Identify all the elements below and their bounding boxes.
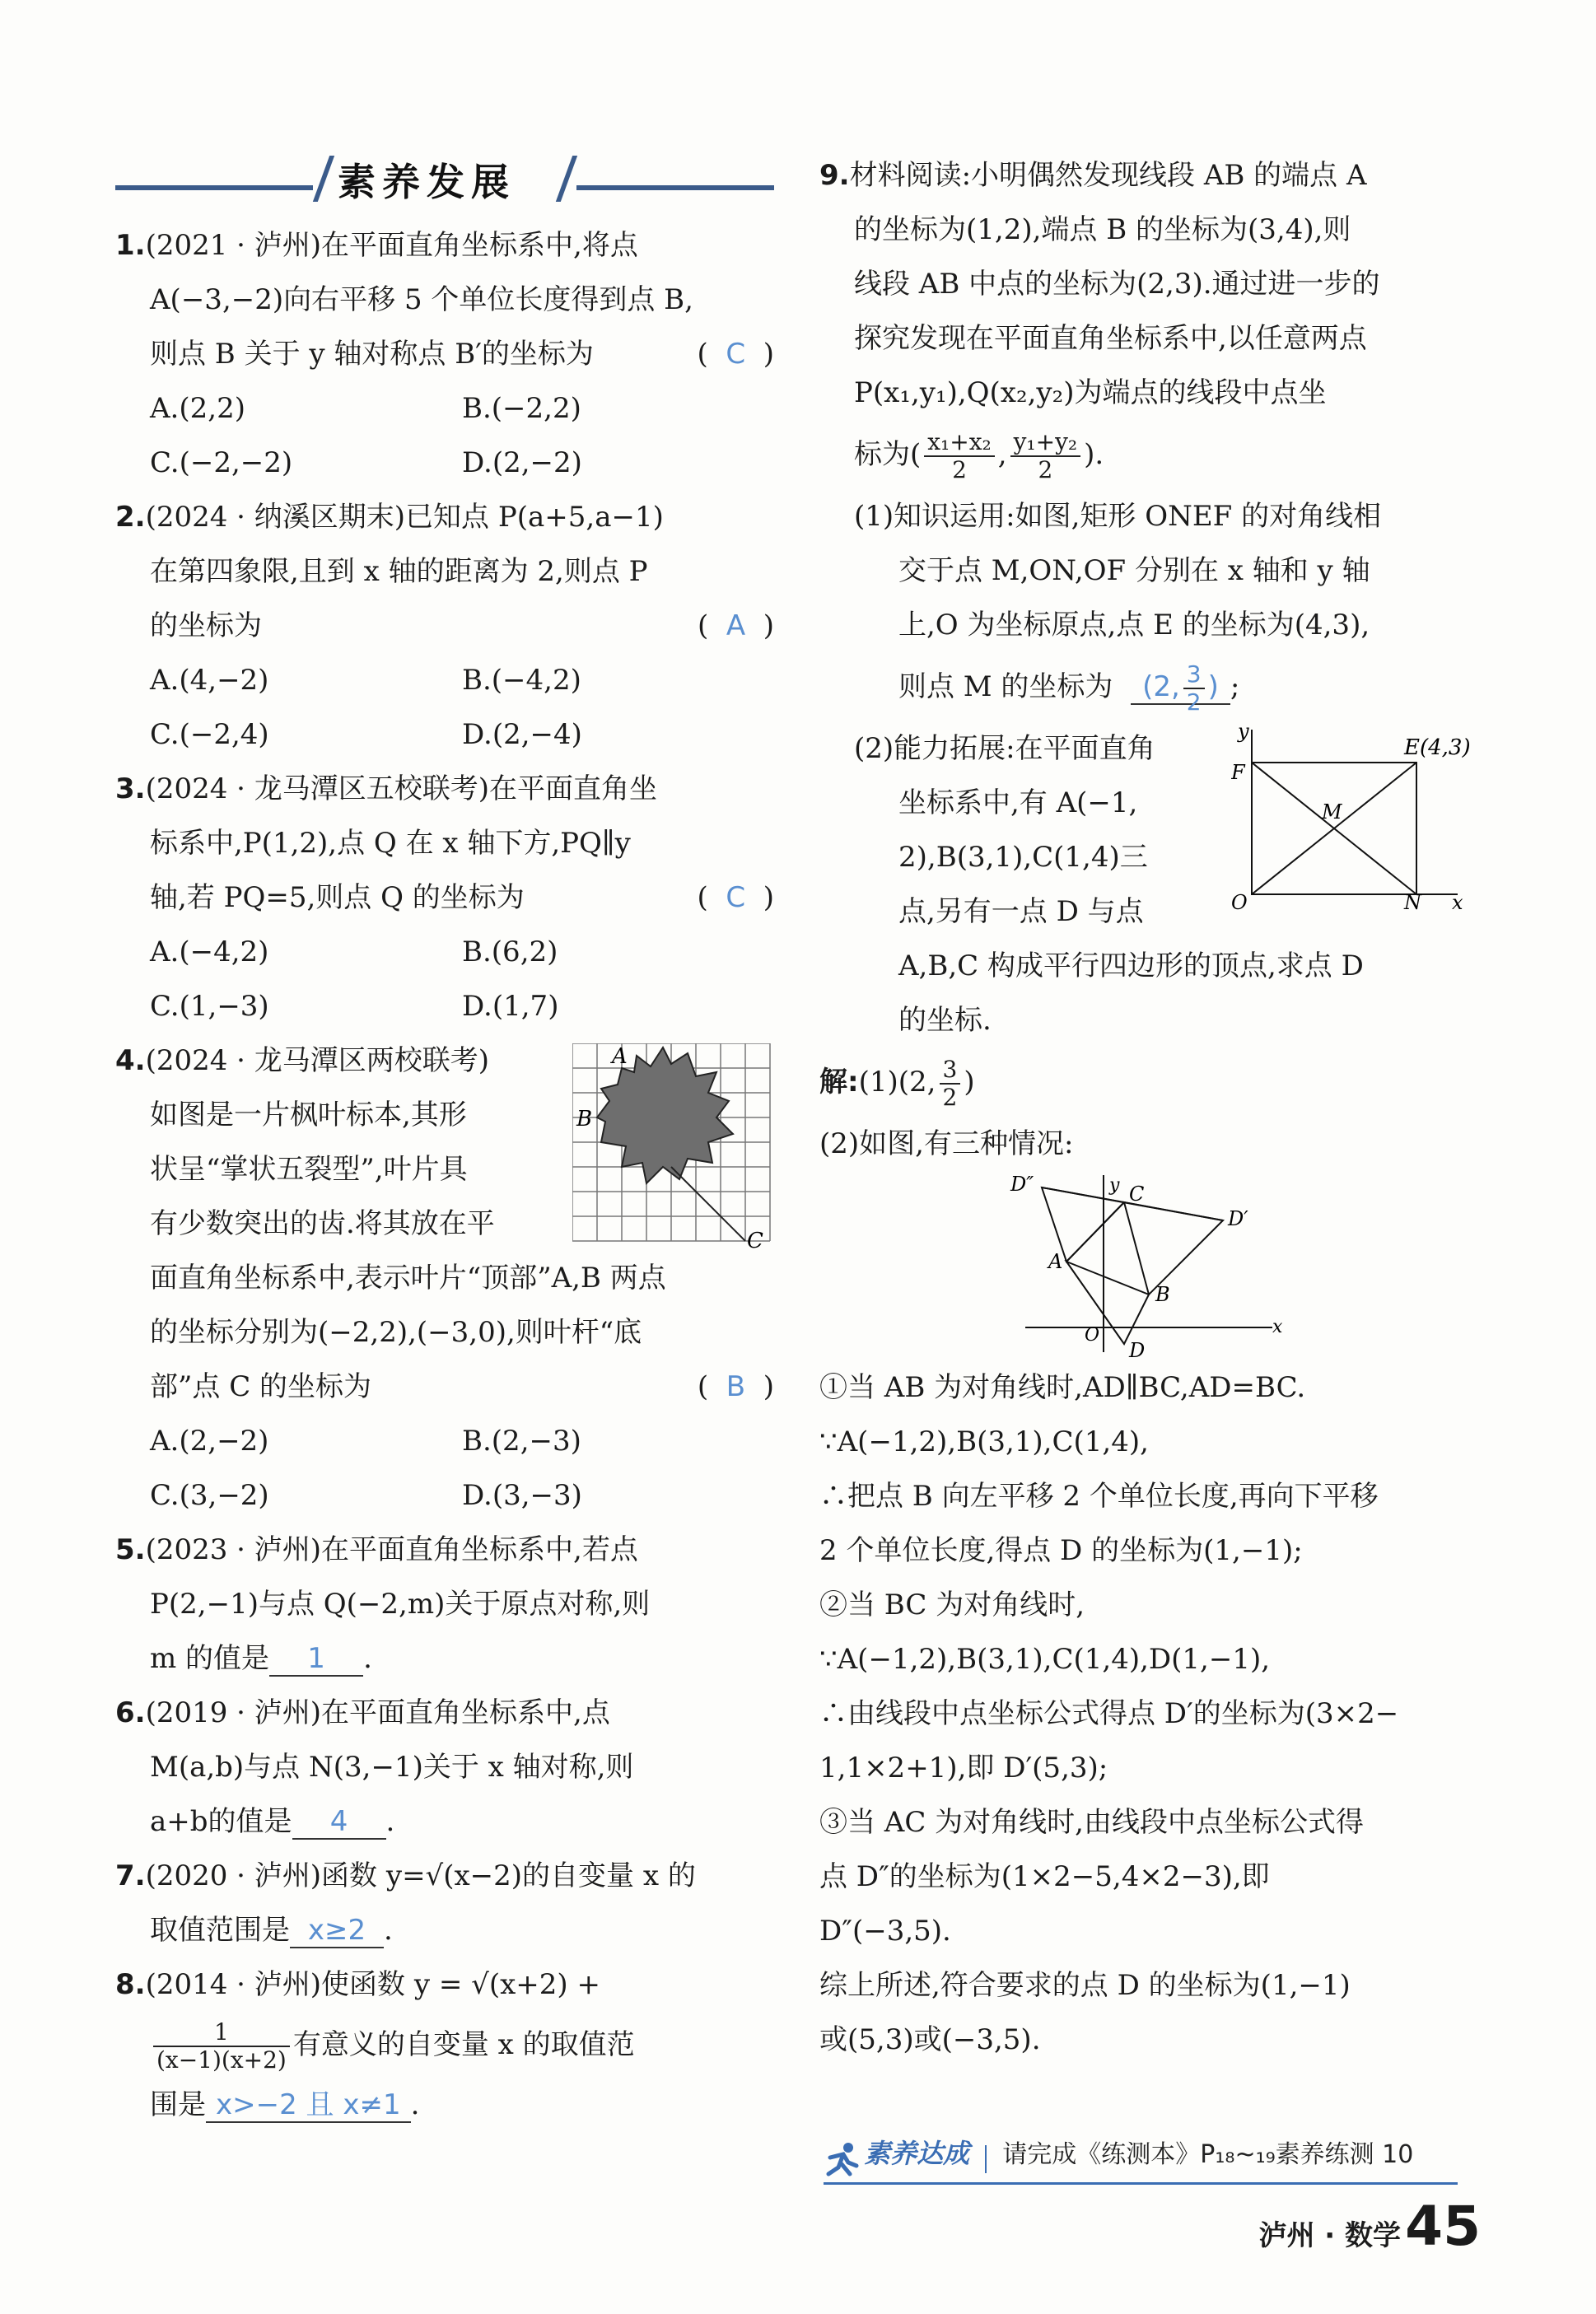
question-text: 标为 xyxy=(854,438,910,471)
option-d: D.(2,−4) xyxy=(462,718,582,751)
question-text: 的坐标为(1,2),端点 B 的坐标为(3,4),则 xyxy=(854,213,1351,246)
question-2-line xyxy=(115,490,774,544)
option-b: B.(−4,2) xyxy=(462,664,581,697)
question-text: . xyxy=(385,1805,395,1838)
fraction-denominator: 2 xyxy=(1038,456,1053,483)
solution-heading: 解: xyxy=(819,1066,859,1099)
solution-line xyxy=(819,1360,1478,1415)
option-a: A.(4,−2) xyxy=(150,664,269,697)
fraction-numerator: 3 xyxy=(1183,661,1205,689)
figure-label: y xyxy=(1238,721,1249,743)
question-text: a+b的值是 xyxy=(150,1805,292,1838)
option-b: B.(2,−3) xyxy=(462,1425,581,1458)
option-c: C.(−2,4) xyxy=(150,718,269,751)
question-text: (2)能力拓展:在平面直角 xyxy=(854,732,1155,765)
solution-line xyxy=(819,1687,1478,1741)
handwritten-answer: 4 xyxy=(292,1805,386,1840)
fraction xyxy=(1010,429,1081,483)
question-4-block xyxy=(115,1033,774,1523)
option-b: B.(6,2) xyxy=(462,935,558,968)
part-2-line xyxy=(819,993,1478,1047)
question-4-line xyxy=(115,1197,774,1251)
part-1-line xyxy=(819,544,1478,598)
question-text: (2024 · 纳溪区期末)已知点 P(a+5,a−1) xyxy=(145,501,664,534)
solution-line xyxy=(819,1741,1478,1795)
question-2-line xyxy=(115,544,774,599)
question-text: 的坐标为 xyxy=(150,609,262,642)
question-3-line xyxy=(115,870,774,925)
question-4-line xyxy=(115,1142,774,1197)
handwritten-answer: 1 xyxy=(269,1642,363,1677)
answer-text: 2, xyxy=(1153,670,1180,703)
figure-label: B xyxy=(576,1107,593,1131)
question-5-line xyxy=(115,1523,774,1577)
solution-text: D″(−3,5). xyxy=(819,1915,951,1948)
figure-label: y xyxy=(1109,1175,1120,1196)
question-number: 8. xyxy=(115,1968,146,2001)
question-text: 的坐标分别为(−2,2),(−3,0),则叶杆“底 xyxy=(150,1316,642,1349)
figure-label: O xyxy=(1085,1325,1100,1346)
fraction xyxy=(153,2019,290,2074)
fraction-numerator: y₁+y₂ xyxy=(1010,429,1081,457)
question-5-line xyxy=(115,1577,774,1631)
question-8-line xyxy=(115,1957,774,2012)
question-4-line xyxy=(115,1033,774,1088)
solution-text: ①当 AB 为对角线时,AD∥BC,AD=BC. xyxy=(819,1371,1306,1404)
question-text: 有少数突出的齿.将其放在平 xyxy=(150,1207,495,1240)
question-text: 有意义的自变量 x 的取值范 xyxy=(292,2028,635,2061)
options-row xyxy=(115,707,774,762)
fraction xyxy=(924,429,995,483)
question-text: (2014 · 泸州)使函数 y = √(x+2) + xyxy=(145,1968,600,2001)
figure-label: A xyxy=(612,1044,628,1069)
solution-text: ∴把点 B 向左平移 2 个单位长度,再向下平移 xyxy=(819,1480,1379,1513)
option-d: D.(3,−3) xyxy=(462,1479,582,1512)
solution-line xyxy=(819,1632,1478,1687)
question-9-line xyxy=(819,366,1478,420)
question-text: (1)知识运用:如图,矩形 ONEF 的对角线相 xyxy=(854,500,1382,533)
question-number: 2. xyxy=(115,501,146,534)
handwritten-answer: C xyxy=(726,338,746,371)
question-text: (2023 · 泸州)在平面直角坐标系中,若点 xyxy=(145,1533,638,1566)
handwritten-answer: x≥2 xyxy=(290,1914,384,1948)
figure-label: D′ xyxy=(1228,1207,1248,1230)
footer-divider xyxy=(985,2145,987,2173)
figure-label: x xyxy=(1272,1317,1283,1337)
solution-line xyxy=(819,1469,1478,1523)
midpoint-formula: 标为( $\frac{\text{x₁+x₂}}{2}$ , $\frac{\text{y₁+y₂}}{2}$ ). xyxy=(854,428,1104,483)
question-text: . xyxy=(363,1642,372,1675)
question-7-line xyxy=(115,1849,774,1903)
question-4-line xyxy=(115,1088,774,1142)
handwritten-answer: A xyxy=(726,609,746,642)
fraction-denominator: (x−1)(x+2) xyxy=(156,2046,287,2074)
solution-line xyxy=(819,1958,1478,2013)
region-label: 泸州 · 数学 xyxy=(1258,2219,1402,2252)
fraction-denominator: 2 xyxy=(942,1084,958,1111)
question-1-line xyxy=(115,218,774,273)
option-b: B.(−2,2) xyxy=(462,392,581,425)
question-number: 9. xyxy=(819,159,850,192)
solution-line xyxy=(819,1850,1478,1904)
figure-label: x xyxy=(1452,891,1463,911)
question-number: 6. xyxy=(115,1696,146,1729)
part-2-block xyxy=(819,721,1478,1047)
figure-label: D″ xyxy=(1010,1173,1034,1196)
question-8-line xyxy=(115,2078,774,2132)
question-text: 交于点 M,ON,OF 分别在 x 轴和 y 轴 xyxy=(898,554,1370,587)
option-c: C.(3,−2) xyxy=(150,1479,269,1512)
question-text: (2024 · 龙马潭区五校联考)在平面直角坐 xyxy=(145,772,658,805)
page-footer xyxy=(1258,2195,1481,2258)
solution-text: ∵A(−1,2),B(3,1),C(1,4),D(1,−1), xyxy=(819,1643,1271,1676)
fraction xyxy=(1183,661,1205,716)
answer-parens: ( C ) xyxy=(697,881,774,914)
question-text: 在第四象限,且到 x 轴的距离为 2,则点 P xyxy=(150,555,648,588)
question-text: 探究发现在平面直角坐标系中,以任意两点 xyxy=(854,322,1367,355)
part-1-line xyxy=(819,489,1478,544)
question-number: 4. xyxy=(115,1044,146,1077)
fraction-numerator: 3 xyxy=(940,1057,961,1085)
figure-label: N xyxy=(1404,891,1421,911)
option-d: D.(1,7) xyxy=(462,990,559,1023)
answer-parens: ( C ) xyxy=(697,338,774,371)
question-text: 状呈“掌状五裂型”,叶片具 xyxy=(150,1153,468,1186)
question-text: 轴,若 PQ=5,则点 Q 的坐标为 xyxy=(150,881,525,914)
footer-badge: 素养达成 xyxy=(864,2138,970,2169)
options-row xyxy=(115,1468,774,1523)
question-text: (2019 · 泸州)在平面直角坐标系中,点 xyxy=(145,1696,610,1729)
question-text: ; xyxy=(1230,670,1240,703)
left-column xyxy=(115,218,774,2132)
question-text: 点,另有一点 D 与点 xyxy=(898,895,1144,928)
figure-label: B xyxy=(1155,1283,1170,1306)
figure-label: D xyxy=(1129,1339,1146,1360)
header-slash xyxy=(556,156,577,202)
solution-text: 点 D″的坐标为(1×2−5,4×2−3),即 xyxy=(819,1860,1270,1893)
options-row xyxy=(115,979,774,1033)
solution-text: 或(5,3)或(−3,5). xyxy=(819,2023,1041,2056)
solution-line xyxy=(819,1578,1478,1632)
figure-label: C xyxy=(747,1229,763,1253)
header-rule-right xyxy=(576,185,774,190)
part-2-line xyxy=(819,939,1478,993)
answer-parens: ( B ) xyxy=(697,1370,774,1403)
question-4-line xyxy=(115,1305,774,1360)
fraction xyxy=(940,1057,961,1111)
question-9-line xyxy=(819,257,1478,311)
question-text: A,B,C 构成平行四边形的顶点,求点 D xyxy=(898,949,1364,982)
question-6-line xyxy=(115,1686,774,1740)
handwritten-answer: (2, $\frac{3}{2}$ ) xyxy=(1131,670,1230,705)
question-8-line xyxy=(115,2012,774,2078)
solution-line xyxy=(819,1795,1478,1850)
solution-text: 2, xyxy=(909,1066,936,1099)
solution-text: ∵A(−1,2),B(3,1),C(1,4), xyxy=(819,1425,1149,1458)
question-text: 部”点 C 的坐标为 xyxy=(150,1370,372,1403)
question-text: 线段 AB 中点的坐标为(2,3).通过进一步的 xyxy=(854,268,1380,301)
solution-text: (1) xyxy=(858,1066,898,1099)
solution-text: ②当 BC 为对角线时, xyxy=(819,1589,1085,1621)
question-text: (2024 · 龙马潭区两校联考) xyxy=(145,1044,490,1077)
question-3-line xyxy=(115,762,774,816)
question-6-line xyxy=(115,1740,774,1794)
question-9-line xyxy=(819,203,1478,257)
page-number: 45 xyxy=(1405,2195,1481,2258)
question-text: A(−3,−2)向右平移 5 个单位长度得到点 B, xyxy=(150,283,693,316)
figure-label: C xyxy=(1129,1183,1145,1206)
question-text: 则点 M 的坐标为 xyxy=(898,670,1113,703)
solution-text: ③当 AC 为对角线时,由线段中点坐标公式得 xyxy=(819,1806,1364,1839)
solution-text: ∴由线段中点坐标公式得点 D′的坐标为(3×2− xyxy=(819,1697,1399,1730)
header-slash xyxy=(313,156,334,202)
solution-line xyxy=(819,2013,1478,2067)
solution-part-1: 解:(1)(2, $\frac{3}{2}$ ) xyxy=(819,1056,975,1111)
footer-text: 请完成《练测本》P₁₈~₁₉素养练测 10 xyxy=(1002,2140,1414,2169)
question-text: (2021 · 泸州)在平面直角坐标系中,将点 xyxy=(145,229,638,262)
question-text: 则点 B 关于 y 轴对称点 B′的坐标为 xyxy=(150,338,594,371)
solution-text: (2)如图,有三种情况: xyxy=(819,1127,1074,1160)
question-text: 2),B(3,1),C(1,4)三 xyxy=(898,841,1148,874)
runner-icon xyxy=(824,2141,860,2177)
options-row xyxy=(115,653,774,707)
option-a: A.(2,−2) xyxy=(150,1425,269,1458)
question-9-line xyxy=(819,311,1478,366)
option-c: C.(−2,−2) xyxy=(150,446,293,479)
options-row xyxy=(115,925,774,979)
option-d: D.(2,−2) xyxy=(462,446,582,479)
question-text: P(x₁,y₁),Q(x₂,y₂)为端点的线段中点坐 xyxy=(854,376,1327,409)
question-text: 上,O 为坐标原点,点 E 的坐标为(4,3), xyxy=(898,609,1370,641)
answer-parens: ( A ) xyxy=(697,609,774,642)
options-row xyxy=(115,381,774,436)
question-text: M(a,b)与点 N(3,−1)关于 x 轴对称,则 xyxy=(150,1751,634,1784)
section-header xyxy=(115,161,774,210)
question-text: . xyxy=(384,1914,393,1947)
question-number: 1. xyxy=(115,229,146,262)
question-text: 的坐标. xyxy=(898,1004,992,1037)
part-2-line xyxy=(819,830,1478,884)
figure-label: A xyxy=(1048,1250,1063,1273)
figure-label: F xyxy=(1231,761,1245,784)
handwritten-answer: x>−2 且 x≠1 xyxy=(206,2088,411,2123)
question-2-line xyxy=(115,599,774,653)
handwritten-answer: C xyxy=(726,881,746,914)
question-text: 标系中,P(1,2),点 Q 在 x 轴下方,PQ∥y xyxy=(150,827,631,860)
footer-banner xyxy=(824,2133,1474,2182)
solution-line xyxy=(819,1415,1478,1469)
header-rule-left xyxy=(115,185,313,190)
part-1-line xyxy=(819,598,1478,652)
figure-label: O xyxy=(1231,891,1248,911)
question-text: . xyxy=(1094,438,1104,471)
question-text: 坐标系中,有 A(−1, xyxy=(898,786,1138,819)
question-text: 如图是一片枫叶标本,其形 xyxy=(150,1099,467,1131)
question-text: 材料阅读:小明偶然发现线段 AB 的端点 A xyxy=(849,159,1367,192)
question-text: 面直角坐标系中,表示叶片“顶部”A,B 两点 xyxy=(150,1262,666,1295)
question-number: 3. xyxy=(115,772,146,805)
part-2-line xyxy=(819,721,1478,776)
fraction-numerator: 1 xyxy=(153,2019,290,2047)
options-row xyxy=(115,1414,774,1468)
part-2-line xyxy=(819,884,1478,939)
solution-text: 2 个单位长度,得点 D 的坐标为(1,−1); xyxy=(819,1534,1303,1567)
question-text: m 的值是 xyxy=(150,1642,270,1675)
figure-label: M xyxy=(1322,800,1342,823)
part-1-line xyxy=(819,652,1478,721)
fraction-denominator: 2 xyxy=(952,456,967,483)
footer-rule xyxy=(824,2182,1458,2185)
question-3-line xyxy=(115,816,774,870)
fraction-numerator: x₁+x₂ xyxy=(924,429,995,457)
solution-text: 1,1×2+1),即 D′(5,3); xyxy=(819,1752,1108,1784)
question-7-line xyxy=(115,1903,774,1957)
solution-line xyxy=(819,1523,1478,1578)
question-9-line xyxy=(819,148,1478,203)
option-a: A.(2,2) xyxy=(150,392,245,425)
question-text: (2020 · 泸州)函数 y=√(x−2)的自变量 x 的 xyxy=(145,1859,696,1892)
parallelogram-figure xyxy=(1009,1171,1289,1360)
options-row xyxy=(115,436,774,490)
question-1-line xyxy=(115,273,774,327)
fraction-denominator: 2 xyxy=(1186,688,1202,716)
handwritten-answer: B xyxy=(726,1370,746,1403)
question-number: 5. xyxy=(115,1533,146,1566)
question-5-line xyxy=(115,1631,774,1686)
solution-part-2 xyxy=(819,1117,1478,1171)
question-text: . xyxy=(410,2088,420,2121)
question-text: P(2,−1)与点 Q(−2,m)关于原点对称,则 xyxy=(150,1588,651,1621)
option-c: C.(1,−3) xyxy=(150,990,269,1023)
figure-label: E(4,3) xyxy=(1404,735,1471,760)
solution-text: 综上所述,符合要求的点 D 的坐标为(1,−1) xyxy=(819,1969,1351,2002)
question-4-line xyxy=(115,1360,774,1414)
question-1-line xyxy=(115,327,774,381)
solution-line xyxy=(819,1904,1478,1958)
option-a: A.(−4,2) xyxy=(150,935,269,968)
part-2-line xyxy=(819,776,1478,830)
question-text: 取值范围是 xyxy=(150,1914,290,1947)
question-number: 7. xyxy=(115,1859,146,1892)
question-text: 围是 xyxy=(150,2088,206,2121)
question-6-line xyxy=(115,1794,774,1849)
question-4-line xyxy=(115,1251,774,1305)
right-column xyxy=(819,148,1478,2067)
section-title: 素养发展 xyxy=(338,160,516,204)
